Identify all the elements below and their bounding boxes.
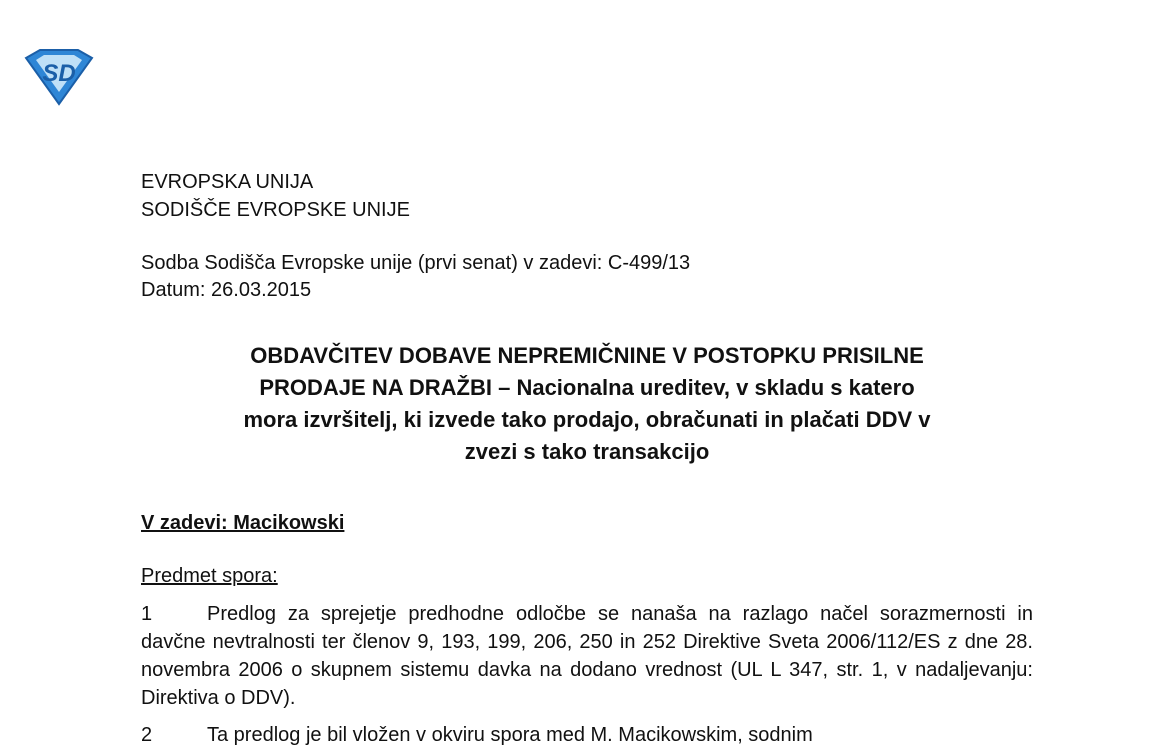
case-date: Datum: 26.03.2015 — [141, 279, 312, 301]
title-line-1: OBDAVČITEV DOBAVE NEPREMIČNINE V POSTOPKU PRISILNE — [250, 343, 924, 368]
title-line-3: mora izvršitelj, ki izvede tako prodajo, obračunati in plačati DDV v — [243, 407, 931, 432]
header-line-court: SODIŠČE EVROPSKE UNIJE — [141, 199, 410, 221]
document-title — [141, 340, 1033, 468]
title-line-2: PRODAJE NA DRAŽBI – Nacionalna ureditev, v skladu s katero — [259, 375, 915, 400]
court-header — [141, 168, 410, 224]
sd-logo-icon — [22, 48, 96, 106]
paragraph — [141, 721, 1033, 749]
logo — [22, 48, 96, 106]
paragraph — [141, 600, 1033, 712]
logo-text: SD — [42, 60, 76, 87]
paragraph-number: 1 — [141, 603, 153, 625]
paragraph-text: Ta predlog je bil vložen v okviru spora med M. Macikowskim, sodnim — [207, 724, 813, 746]
subject-heading: Predmet spora: — [141, 565, 278, 587]
paragraph-number: 2 — [141, 724, 153, 746]
case-info — [141, 250, 690, 304]
case-parties: V zadevi: Macikowski — [141, 512, 345, 534]
title-line-4: zvezi s tako transakcijo — [464, 439, 710, 464]
case-judgment-line: Sodba Sodišča Evropske unije (prvi senat) v zadevi: C-499/13 — [141, 252, 691, 274]
paragraph-text: Predlog za sprejetje predhodne odločbe se nanaša na razlago načel sorazmernosti in davčne nevtralnosti ter členov 9, 193, 199, 206, 250 in 252 Direktive Sveta 2006/112/ES z dne 28. novembra 2006 o skupnem sistemu davka na dodano vrednost (UL L 347, str. 1, v nadaljevanju: Direktiva o DDV). — [141, 603, 1033, 709]
header-line-eu: EVROPSKA UNIJA — [141, 171, 314, 193]
